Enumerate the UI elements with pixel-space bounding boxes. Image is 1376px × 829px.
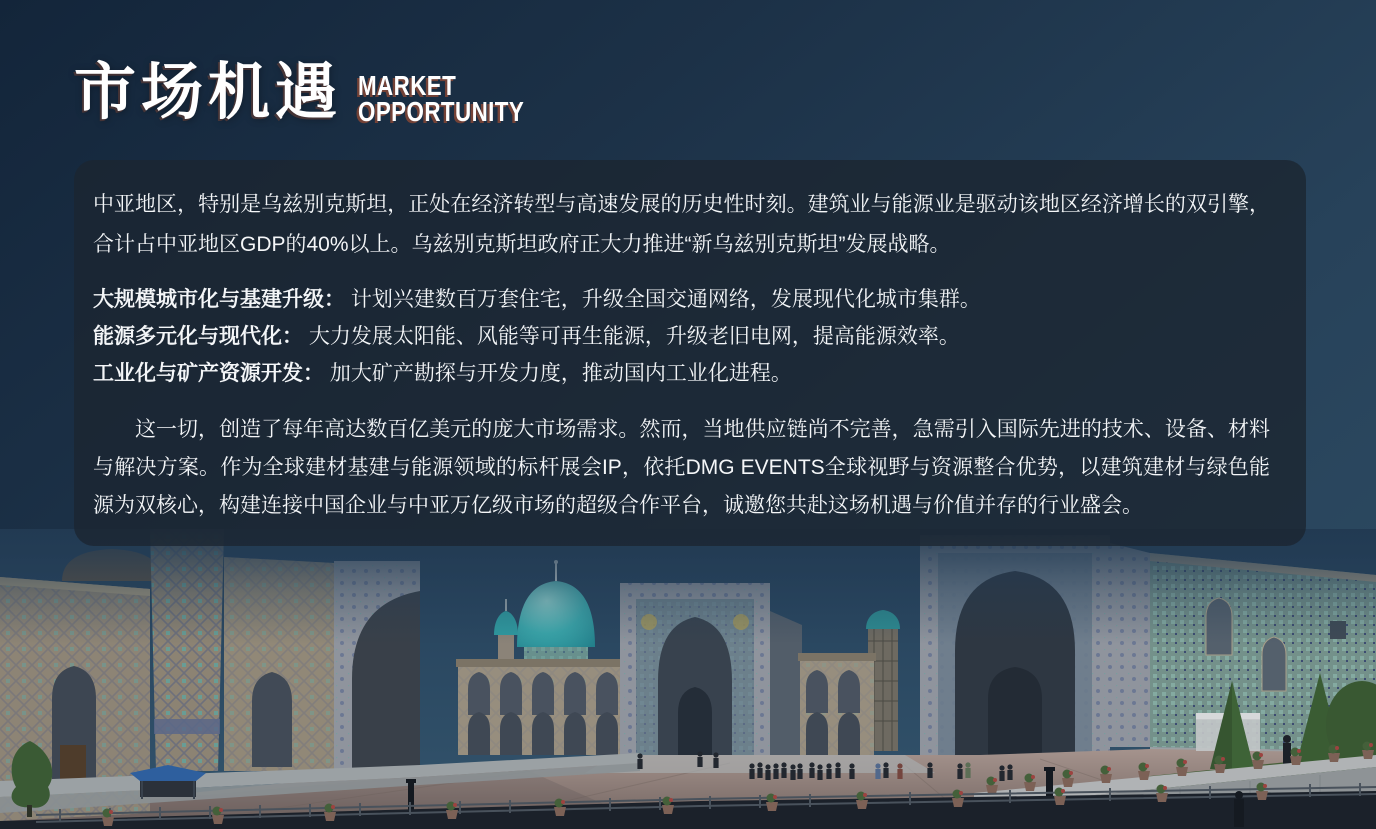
bullet-text: 大力发展太阳能、风能等可再生能源，升级老旧电网，提高能源效率。 (303, 325, 960, 348)
list-item (93, 355, 1270, 392)
closing-paragraph: 这一切，创造了每年高达数百亿美元的庞大市场需求。然而，当地供应链尚不完善，急需引入国际先进的技术、设备、材料与解决方案。作为全球建材基建与能源领域的标杆展会IP，依托DMG EVENTS全球视野与资源整合优势，以建筑建材与绿色能源为双核心，构建连接中国企业与中亚万亿级市场的超级合作平台，诚邀您共赴这场机遇与价值并存的行业盛会。 (93, 418, 1270, 517)
bullet-text: 加大矿产勘探与开发力度，推动国内工业化进程。 (324, 362, 792, 385)
title-en-line1: MARKET (358, 70, 457, 101)
intro-paragraph: 中亚地区，特别是乌兹别克斯坦，正处在经济转型与高速发展的历史性时刻。建筑业与能源业是驱动该地区经济增长的双引擎，合计占中亚地区GDP的40%以上。乌兹别克斯坦政府正大力推进“新乌兹别克斯坦”发展战略。 (93, 193, 1270, 256)
bullet-label: 工业化与矿产资源开发： (93, 362, 324, 385)
bullet-label: 能源多元化与现代化： (93, 325, 303, 348)
title-en-line2: OPPORTUNITY (358, 96, 525, 128)
bullet-label: 大规模城市化与基建升级： (93, 288, 345, 311)
market-overview-panel (74, 160, 1306, 546)
pedestrian (1234, 791, 1244, 827)
slide-header (74, 58, 566, 128)
page-title-english (358, 70, 525, 128)
list-item (93, 281, 1270, 318)
photo-fade (0, 529, 1376, 644)
list-item (93, 318, 1270, 355)
bullet-text: 计划兴建数百万套住宅，升级全国交通网络，发展现代化城市集群。 (345, 288, 981, 311)
registan-square-photo (0, 529, 1376, 829)
key-drivers-list (93, 281, 1270, 392)
page-title: 市场机遇 (74, 58, 343, 127)
